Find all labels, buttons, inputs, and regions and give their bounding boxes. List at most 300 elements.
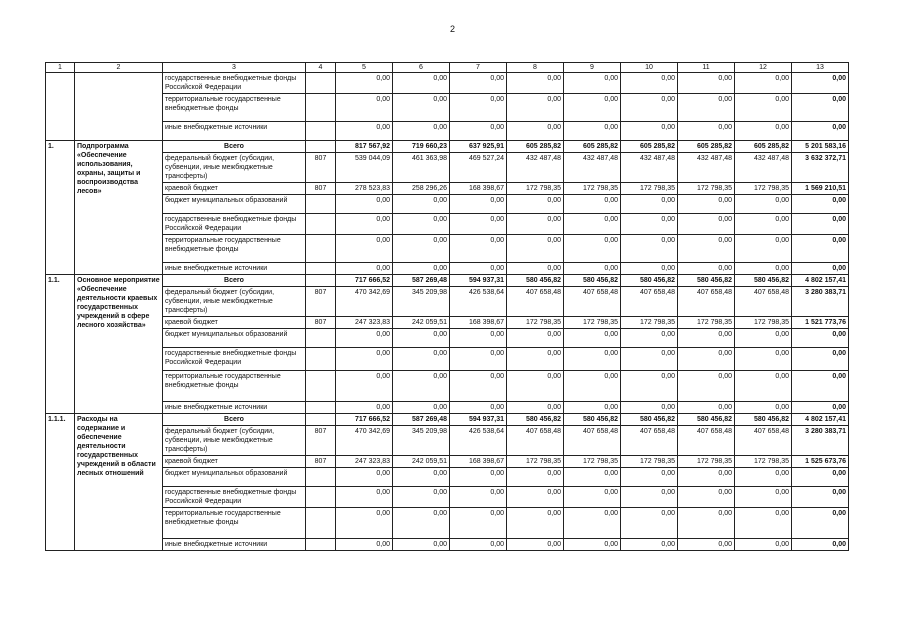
- year-value: 0,00: [678, 539, 735, 551]
- column-number-cell: 12: [735, 63, 792, 73]
- year-value: 0,00: [450, 487, 507, 508]
- column-number-cell: 5: [336, 63, 393, 73]
- year-value: 0,00: [336, 122, 393, 141]
- column-number-cell: 11: [678, 63, 735, 73]
- year-value: 0,00: [450, 468, 507, 487]
- item-code: 1.1.1.: [46, 414, 75, 551]
- year-value: 172 798,35: [621, 456, 678, 468]
- year-value: 0,00: [564, 94, 621, 122]
- row-total-value: 1 525 673,76: [792, 456, 849, 468]
- item-name: Основное мероприятие «Обеспечение деятельности краевых государственных учреждений в сфере лесного хозяйства»: [75, 275, 163, 414]
- year-value: 0,00: [735, 329, 792, 348]
- funding-source-label: иные внебюджетные источники: [163, 122, 306, 141]
- year-value: 432 487,48: [621, 153, 678, 183]
- year-value: 0,00: [621, 371, 678, 402]
- table-body: [46, 63, 849, 551]
- column-number-cell: 7: [450, 63, 507, 73]
- row-total-value: 0,00: [792, 348, 849, 371]
- year-value: 432 487,48: [564, 153, 621, 183]
- year-value: 0,00: [621, 487, 678, 508]
- year-value: 0,00: [678, 348, 735, 371]
- item-name: [75, 73, 163, 141]
- year-value: 0,00: [678, 508, 735, 539]
- year-value: 0,00: [393, 487, 450, 508]
- year-value: 432 487,48: [507, 153, 564, 183]
- funding-source-label: иные внебюджетные источники: [163, 402, 306, 414]
- year-value: 0,00: [336, 348, 393, 371]
- funding-source-label: Всего: [163, 275, 306, 287]
- year-value: 0,00: [336, 73, 393, 94]
- budget-code: 807: [306, 153, 336, 183]
- budget-code: [306, 402, 336, 414]
- year-value: 172 798,35: [507, 456, 564, 468]
- year-value: 242 059,51: [393, 456, 450, 468]
- year-value: 172 798,35: [564, 317, 621, 329]
- budget-code: [306, 508, 336, 539]
- source-row: [46, 487, 849, 508]
- year-value: 637 925,91: [450, 141, 507, 153]
- budget-code: [306, 348, 336, 371]
- year-value: 407 658,48: [678, 287, 735, 317]
- year-value: 407 658,48: [735, 287, 792, 317]
- row-total-value: 0,00: [792, 263, 849, 275]
- year-value: 0,00: [678, 73, 735, 94]
- year-value: 0,00: [393, 371, 450, 402]
- year-value: 172 798,35: [735, 183, 792, 195]
- year-value: 0,00: [678, 195, 735, 214]
- year-value: 0,00: [564, 487, 621, 508]
- year-value: 580 456,82: [507, 414, 564, 426]
- year-value: 605 285,82: [621, 141, 678, 153]
- year-value: 0,00: [735, 214, 792, 235]
- row-total-value: 0,00: [792, 508, 849, 539]
- year-value: 580 456,82: [564, 414, 621, 426]
- year-value: 0,00: [336, 195, 393, 214]
- row-total-value: 4 802 157,41: [792, 275, 849, 287]
- row-total-value: 0,00: [792, 402, 849, 414]
- source-row: [46, 348, 849, 371]
- total-row: [46, 414, 849, 426]
- year-value: 0,00: [735, 402, 792, 414]
- year-value: 242 059,51: [393, 317, 450, 329]
- year-value: 0,00: [735, 508, 792, 539]
- year-value: 0,00: [336, 539, 393, 551]
- year-value: 605 285,82: [735, 141, 792, 153]
- year-value: 0,00: [621, 348, 678, 371]
- row-total-value: 0,00: [792, 214, 849, 235]
- year-value: 172 798,35: [507, 317, 564, 329]
- year-value: 0,00: [735, 73, 792, 94]
- year-value: 0,00: [735, 235, 792, 263]
- year-value: 580 456,82: [678, 414, 735, 426]
- year-value: 0,00: [507, 487, 564, 508]
- year-value: 0,00: [393, 122, 450, 141]
- year-value: 717 666,52: [336, 414, 393, 426]
- funding-source-label: территориальные государственные внебюджетные фонды: [163, 508, 306, 539]
- year-value: 0,00: [336, 235, 393, 263]
- year-value: 172 798,35: [564, 183, 621, 195]
- year-value: 172 798,35: [735, 317, 792, 329]
- year-value: 605 285,82: [507, 141, 564, 153]
- budget-code: [306, 235, 336, 263]
- year-value: 0,00: [564, 235, 621, 263]
- row-total-value: 4 802 157,41: [792, 414, 849, 426]
- year-value: 0,00: [507, 263, 564, 275]
- source-row: [46, 456, 849, 468]
- row-total-value: 1 521 773,76: [792, 317, 849, 329]
- year-value: 172 798,35: [678, 317, 735, 329]
- row-total-value: 0,00: [792, 73, 849, 94]
- source-row: [46, 235, 849, 263]
- year-value: 817 567,92: [336, 141, 393, 153]
- column-number-row: [46, 63, 849, 73]
- funding-source-label: краевой бюджет: [163, 183, 306, 195]
- source-row: [46, 183, 849, 195]
- year-value: 0,00: [393, 329, 450, 348]
- total-row: [46, 275, 849, 287]
- row-total-value: 3 280 383,71: [792, 426, 849, 456]
- year-value: 0,00: [507, 539, 564, 551]
- year-value: 0,00: [336, 487, 393, 508]
- year-value: 0,00: [564, 402, 621, 414]
- year-value: 247 323,83: [336, 456, 393, 468]
- total-row: [46, 141, 849, 153]
- source-row: [46, 402, 849, 414]
- year-value: 0,00: [336, 508, 393, 539]
- row-total-value: 0,00: [792, 94, 849, 122]
- budget-code: [306, 122, 336, 141]
- year-value: 0,00: [336, 402, 393, 414]
- source-row: [46, 329, 849, 348]
- source-row: [46, 317, 849, 329]
- year-value: 0,00: [450, 214, 507, 235]
- year-value: 172 798,35: [621, 317, 678, 329]
- year-value: 0,00: [621, 539, 678, 551]
- year-value: 0,00: [450, 235, 507, 263]
- year-value: 258 296,26: [393, 183, 450, 195]
- year-value: 172 798,35: [621, 183, 678, 195]
- row-total-value: 3 280 383,71: [792, 287, 849, 317]
- funding-source-label: бюджет муниципальных образований: [163, 195, 306, 214]
- row-total-value: 1 569 210,51: [792, 183, 849, 195]
- budget-code: [306, 487, 336, 508]
- budget-code: [306, 371, 336, 402]
- year-value: 0,00: [507, 195, 564, 214]
- budget-code: 807: [306, 183, 336, 195]
- year-value: 407 658,48: [564, 287, 621, 317]
- year-value: 0,00: [564, 73, 621, 94]
- year-value: 0,00: [393, 468, 450, 487]
- year-value: 407 658,48: [621, 287, 678, 317]
- year-value: 0,00: [678, 329, 735, 348]
- year-value: 0,00: [735, 94, 792, 122]
- year-value: 580 456,82: [621, 414, 678, 426]
- column-number-cell: 3: [163, 63, 306, 73]
- budget-code: [306, 539, 336, 551]
- year-value: 594 937,31: [450, 275, 507, 287]
- year-value: 0,00: [393, 214, 450, 235]
- year-value: 539 044,09: [336, 153, 393, 183]
- year-value: 0,00: [393, 195, 450, 214]
- year-value: 0,00: [336, 371, 393, 402]
- year-value: 407 658,48: [564, 426, 621, 456]
- item-name: Подпрограмма «Обеспечение использования, охраны, защиты и воспроизводства лесов»: [75, 141, 163, 275]
- column-number-cell: 1: [46, 63, 75, 73]
- budget-code: 807: [306, 287, 336, 317]
- year-value: 0,00: [450, 402, 507, 414]
- row-total-value: 0,00: [792, 487, 849, 508]
- year-value: 0,00: [450, 508, 507, 539]
- year-value: 0,00: [336, 468, 393, 487]
- year-value: 0,00: [678, 94, 735, 122]
- year-value: 0,00: [735, 468, 792, 487]
- funding-source-label: краевой бюджет: [163, 456, 306, 468]
- year-value: 0,00: [450, 263, 507, 275]
- year-value: 0,00: [735, 348, 792, 371]
- year-value: 0,00: [735, 487, 792, 508]
- year-value: 426 538,64: [450, 426, 507, 456]
- year-value: 0,00: [564, 539, 621, 551]
- budget-code: [306, 73, 336, 94]
- year-value: 0,00: [450, 329, 507, 348]
- year-value: 0,00: [507, 348, 564, 371]
- year-value: 580 456,82: [621, 275, 678, 287]
- row-total-value: 0,00: [792, 122, 849, 141]
- row-total-value: 0,00: [792, 539, 849, 551]
- column-number-cell: 6: [393, 63, 450, 73]
- year-value: 172 798,35: [678, 456, 735, 468]
- year-value: 0,00: [393, 348, 450, 371]
- budget-code: [306, 141, 336, 153]
- year-value: 0,00: [678, 402, 735, 414]
- budget-code: [306, 263, 336, 275]
- source-row: [46, 153, 849, 183]
- year-value: 0,00: [621, 195, 678, 214]
- funding-source-label: государственные внебюджетные фонды Российской Федерации: [163, 348, 306, 371]
- year-value: 432 487,48: [678, 153, 735, 183]
- year-value: 461 363,98: [393, 153, 450, 183]
- item-code: [46, 73, 75, 141]
- year-value: 0,00: [678, 487, 735, 508]
- source-row: [46, 94, 849, 122]
- source-row: [46, 122, 849, 141]
- budget-code: [306, 414, 336, 426]
- funding-source-label: государственные внебюджетные фонды Российской Федерации: [163, 487, 306, 508]
- year-value: 278 523,83: [336, 183, 393, 195]
- year-value: 0,00: [678, 468, 735, 487]
- year-value: 168 398,67: [450, 456, 507, 468]
- year-value: 0,00: [735, 371, 792, 402]
- year-value: 0,00: [735, 122, 792, 141]
- year-value: 0,00: [621, 402, 678, 414]
- source-row: [46, 371, 849, 402]
- year-value: 0,00: [621, 122, 678, 141]
- funding-source-label: федеральный бюджет (субсидии, субвенции, иные межбюджетные трансферты): [163, 153, 306, 183]
- year-value: 470 342,69: [336, 426, 393, 456]
- year-value: 0,00: [393, 539, 450, 551]
- year-value: 0,00: [393, 508, 450, 539]
- year-value: 0,00: [564, 195, 621, 214]
- year-value: 0,00: [507, 508, 564, 539]
- year-value: 0,00: [507, 468, 564, 487]
- year-value: 0,00: [336, 214, 393, 235]
- item-code: 1.1.: [46, 275, 75, 414]
- source-row: [46, 468, 849, 487]
- year-value: 0,00: [564, 468, 621, 487]
- year-value: 0,00: [735, 539, 792, 551]
- funding-source-label: территориальные государственные внебюджетные фонды: [163, 235, 306, 263]
- year-value: 0,00: [621, 94, 678, 122]
- year-value: 0,00: [678, 122, 735, 141]
- year-value: 172 798,35: [735, 456, 792, 468]
- year-value: 247 323,83: [336, 317, 393, 329]
- year-value: 0,00: [507, 329, 564, 348]
- year-value: 587 269,48: [393, 414, 450, 426]
- year-value: 717 666,52: [336, 275, 393, 287]
- source-row: [46, 195, 849, 214]
- year-value: 0,00: [564, 508, 621, 539]
- row-total-value: 5 201 583,16: [792, 141, 849, 153]
- budget-code: [306, 195, 336, 214]
- year-value: 0,00: [450, 122, 507, 141]
- year-value: 168 398,67: [450, 317, 507, 329]
- year-value: 0,00: [507, 214, 564, 235]
- source-row: [46, 539, 849, 551]
- year-value: 0,00: [450, 195, 507, 214]
- budget-code: 807: [306, 317, 336, 329]
- budget-code: 807: [306, 456, 336, 468]
- year-value: 0,00: [507, 371, 564, 402]
- source-row: [46, 73, 849, 94]
- year-value: 0,00: [564, 371, 621, 402]
- row-total-value: 0,00: [792, 195, 849, 214]
- year-value: 0,00: [564, 263, 621, 275]
- page-number: 2: [449, 24, 455, 34]
- year-value: 0,00: [507, 402, 564, 414]
- year-value: 587 269,48: [393, 275, 450, 287]
- budget-code: [306, 468, 336, 487]
- year-value: 0,00: [564, 214, 621, 235]
- funding-source-label: территориальные государственные внебюджетные фонды: [163, 94, 306, 122]
- funding-source-label: бюджет муниципальных образований: [163, 329, 306, 348]
- year-value: 0,00: [564, 329, 621, 348]
- year-value: 0,00: [678, 235, 735, 263]
- column-number-cell: 10: [621, 63, 678, 73]
- year-value: 605 285,82: [564, 141, 621, 153]
- column-number-cell: 4: [306, 63, 336, 73]
- year-value: 580 456,82: [564, 275, 621, 287]
- year-value: 0,00: [507, 235, 564, 263]
- year-value: 0,00: [450, 73, 507, 94]
- funding-source-label: иные внебюджетные источники: [163, 539, 306, 551]
- year-value: 0,00: [621, 468, 678, 487]
- year-value: 0,00: [621, 73, 678, 94]
- year-value: 0,00: [621, 263, 678, 275]
- funding-source-label: иные внебюджетные источники: [163, 263, 306, 275]
- year-value: 0,00: [450, 94, 507, 122]
- year-value: 0,00: [621, 214, 678, 235]
- year-value: 580 456,82: [735, 414, 792, 426]
- year-value: 0,00: [678, 214, 735, 235]
- funding-source-label: федеральный бюджет (субсидии, субвенции, иные межбюджетные трансферты): [163, 287, 306, 317]
- source-row: [46, 287, 849, 317]
- year-value: 407 658,48: [507, 426, 564, 456]
- row-total-value: 0,00: [792, 371, 849, 402]
- year-value: 0,00: [393, 94, 450, 122]
- budget-table: [45, 62, 849, 551]
- year-value: 0,00: [450, 371, 507, 402]
- column-number-cell: 8: [507, 63, 564, 73]
- year-value: 0,00: [450, 348, 507, 371]
- year-value: 0,00: [336, 329, 393, 348]
- row-total-value: 0,00: [792, 329, 849, 348]
- year-value: 345 209,98: [393, 426, 450, 456]
- funding-source-label: территориальные государственные внебюджетные фонды: [163, 371, 306, 402]
- year-value: 0,00: [621, 508, 678, 539]
- funding-source-label: федеральный бюджет (субсидии, субвенции, иные межбюджетные трансферты): [163, 426, 306, 456]
- year-value: 0,00: [393, 235, 450, 263]
- year-value: 0,00: [678, 263, 735, 275]
- year-value: 605 285,82: [678, 141, 735, 153]
- year-value: 407 658,48: [678, 426, 735, 456]
- source-row: [46, 426, 849, 456]
- year-value: 168 398,67: [450, 183, 507, 195]
- year-value: 0,00: [393, 263, 450, 275]
- budget-code: [306, 275, 336, 287]
- year-value: 0,00: [393, 73, 450, 94]
- source-row: [46, 508, 849, 539]
- year-value: 580 456,82: [735, 275, 792, 287]
- year-value: 0,00: [393, 402, 450, 414]
- year-value: 407 658,48: [735, 426, 792, 456]
- year-value: 0,00: [336, 94, 393, 122]
- year-value: 432 487,48: [735, 153, 792, 183]
- funding-source-label: бюджет муниципальных образований: [163, 468, 306, 487]
- year-value: 172 798,35: [507, 183, 564, 195]
- column-number-cell: 13: [792, 63, 849, 73]
- item-code: 1.: [46, 141, 75, 275]
- year-value: 407 658,48: [507, 287, 564, 317]
- year-value: 469 527,24: [450, 153, 507, 183]
- year-value: 0,00: [336, 263, 393, 275]
- source-row: [46, 214, 849, 235]
- year-value: 345 209,98: [393, 287, 450, 317]
- year-value: 426 538,64: [450, 287, 507, 317]
- year-value: 719 660,23: [393, 141, 450, 153]
- source-row: [46, 263, 849, 275]
- year-value: 580 456,82: [507, 275, 564, 287]
- year-value: 0,00: [507, 73, 564, 94]
- year-value: 407 658,48: [621, 426, 678, 456]
- year-value: 0,00: [735, 263, 792, 275]
- year-value: 0,00: [621, 235, 678, 263]
- budget-code: [306, 214, 336, 235]
- year-value: 172 798,35: [564, 456, 621, 468]
- budget-code: 807: [306, 426, 336, 456]
- year-value: 0,00: [735, 195, 792, 214]
- funding-source-label: государственные внебюджетные фонды Российской Федерации: [163, 214, 306, 235]
- column-number-cell: 2: [75, 63, 163, 73]
- year-value: 0,00: [564, 122, 621, 141]
- funding-source-label: Всего: [163, 414, 306, 426]
- funding-source-label: государственные внебюджетные фонды Российской Федерации: [163, 73, 306, 94]
- year-value: 0,00: [450, 539, 507, 551]
- item-name: Расходы на содержание и обеспечение деятельности государственных учреждений в области лесных отношений: [75, 414, 163, 551]
- year-value: 172 798,35: [678, 183, 735, 195]
- column-number-cell: 9: [564, 63, 621, 73]
- year-value: 594 937,31: [450, 414, 507, 426]
- row-total-value: 3 632 372,71: [792, 153, 849, 183]
